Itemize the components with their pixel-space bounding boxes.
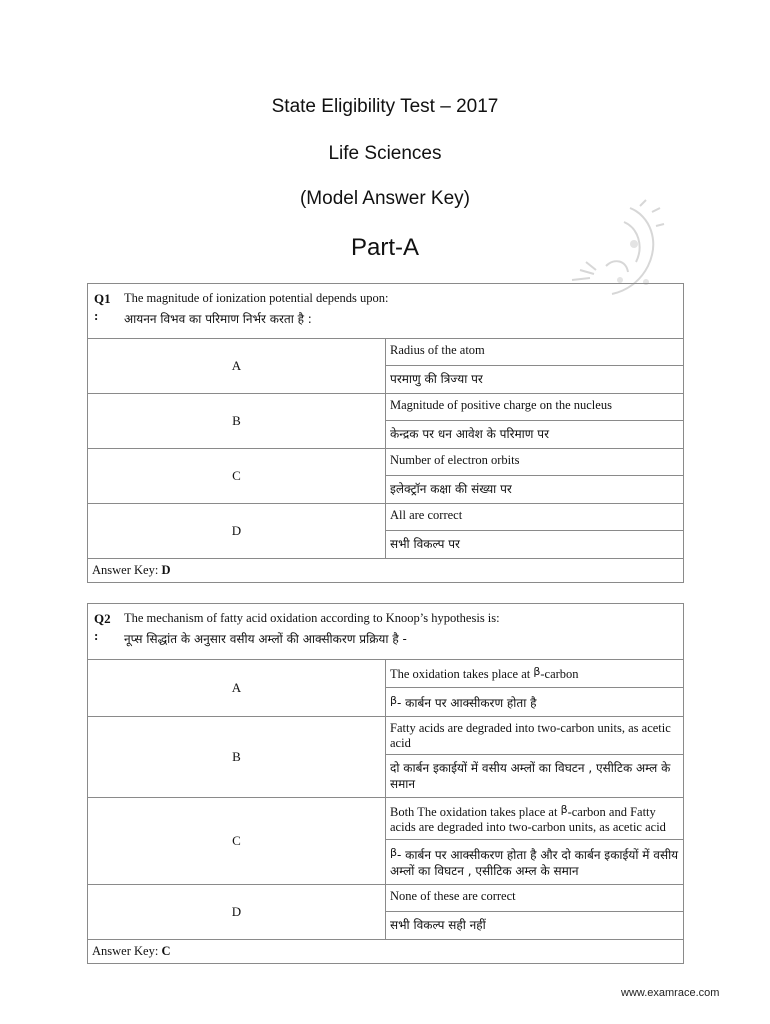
question-text-hi: आयनन विभव का परिमाण निर्भर करता है : (124, 312, 312, 326)
beta-symbol: β (390, 846, 398, 859)
option-letter: C (88, 798, 386, 885)
question-text-en: The mechanism of fatty acid oxidation according to Knoop’s hypothesis is: (124, 611, 500, 625)
option-letter: C (88, 449, 386, 504)
option-text-hi: सभी विकल्प पर (386, 531, 684, 559)
option-letter: B (88, 717, 386, 798)
option-letter: B (88, 394, 386, 449)
option-text-hi: इलेक्ट्रॉन कक्षा की संख्या पर (386, 476, 684, 504)
document-subtitle: (Model Answer Key) (299, 188, 470, 209)
question-text-hi: नूप्स सिद्धांत के अनुसार वसीय अम्लों की आक्सीकरण प्रक्रिया है - (124, 632, 407, 646)
option-text-pre: Both The oxidation takes place at (390, 805, 561, 819)
answer-key-label: Answer Key: (92, 944, 162, 958)
question-colon: : (94, 308, 99, 323)
option-letter: D (88, 504, 386, 559)
document-title: State Eligibility Test – 2017 (271, 96, 499, 117)
option-text-en: Number of electron orbits (386, 449, 684, 476)
question-text-en: The magnitude of ionization potential depends upon: (124, 291, 389, 305)
question-number: Q2 (94, 611, 111, 626)
answer-key-label: Answer Key: (92, 563, 162, 577)
option-text-hi (386, 688, 684, 717)
question-colon: : (94, 628, 99, 643)
question-2-header (88, 604, 684, 660)
option-text-hi-body: - कार्बन पर आक्सीकरण होता है (397, 696, 537, 710)
beta-symbol: β (533, 665, 541, 678)
option-text-en: Fatty acids are degraded into two-carbon units, as acetic acid (386, 717, 684, 755)
option-text-en (386, 660, 684, 688)
option-text-en: Magnitude of positive charge on the nucleus (386, 394, 684, 421)
footer-site-link[interactable]: www.examrace.com (621, 987, 720, 999)
option-letter: A (88, 660, 386, 717)
option-text-hi-body: - कार्बन पर आक्सीकरण होता है और दो कार्बन इकाईयों में वसीय अम्लों का विघटन , एसीटिक अम्ल के समान (390, 848, 679, 878)
option-text-post: -carbon (540, 667, 579, 681)
option-text-post: -carbon and Fatty acids are degraded into two-carbon units, as acetic acid (390, 805, 666, 834)
answer-key-value: C (161, 944, 171, 958)
option-text-hi: दो कार्बन इकाईयों में वसीय अम्लों का विघटन , एसीटिक अम्ल के समान (386, 755, 684, 798)
question-1-header (88, 284, 684, 339)
subject-title: Life Sciences (328, 143, 442, 164)
beta-symbol: β (560, 803, 568, 816)
beta-symbol: β (390, 694, 398, 707)
option-text-hi: केन्द्रक पर धन आवेश के परिमाण पर (386, 421, 684, 449)
answer-key (88, 940, 684, 964)
option-text-en: All are correct (386, 504, 684, 531)
question-2-table (87, 603, 684, 964)
option-text-pre: The oxidation takes place at (390, 667, 534, 681)
question-number: Q1 (94, 291, 111, 306)
option-text-en (386, 798, 684, 840)
option-text-en: Radius of the atom (386, 339, 684, 366)
question-1-table (87, 283, 684, 583)
part-heading: Part-A (350, 234, 419, 261)
option-text-hi: परमाणु की त्रिज्या पर (386, 366, 684, 394)
option-text-hi: सभी विकल्प सही नहीं (386, 912, 684, 940)
answer-key-value: D (161, 563, 171, 577)
option-letter: D (88, 885, 386, 940)
answer-key (88, 559, 684, 583)
option-text-en: None of these are correct (386, 885, 684, 912)
option-letter: A (88, 339, 386, 394)
option-text-hi (386, 840, 684, 885)
